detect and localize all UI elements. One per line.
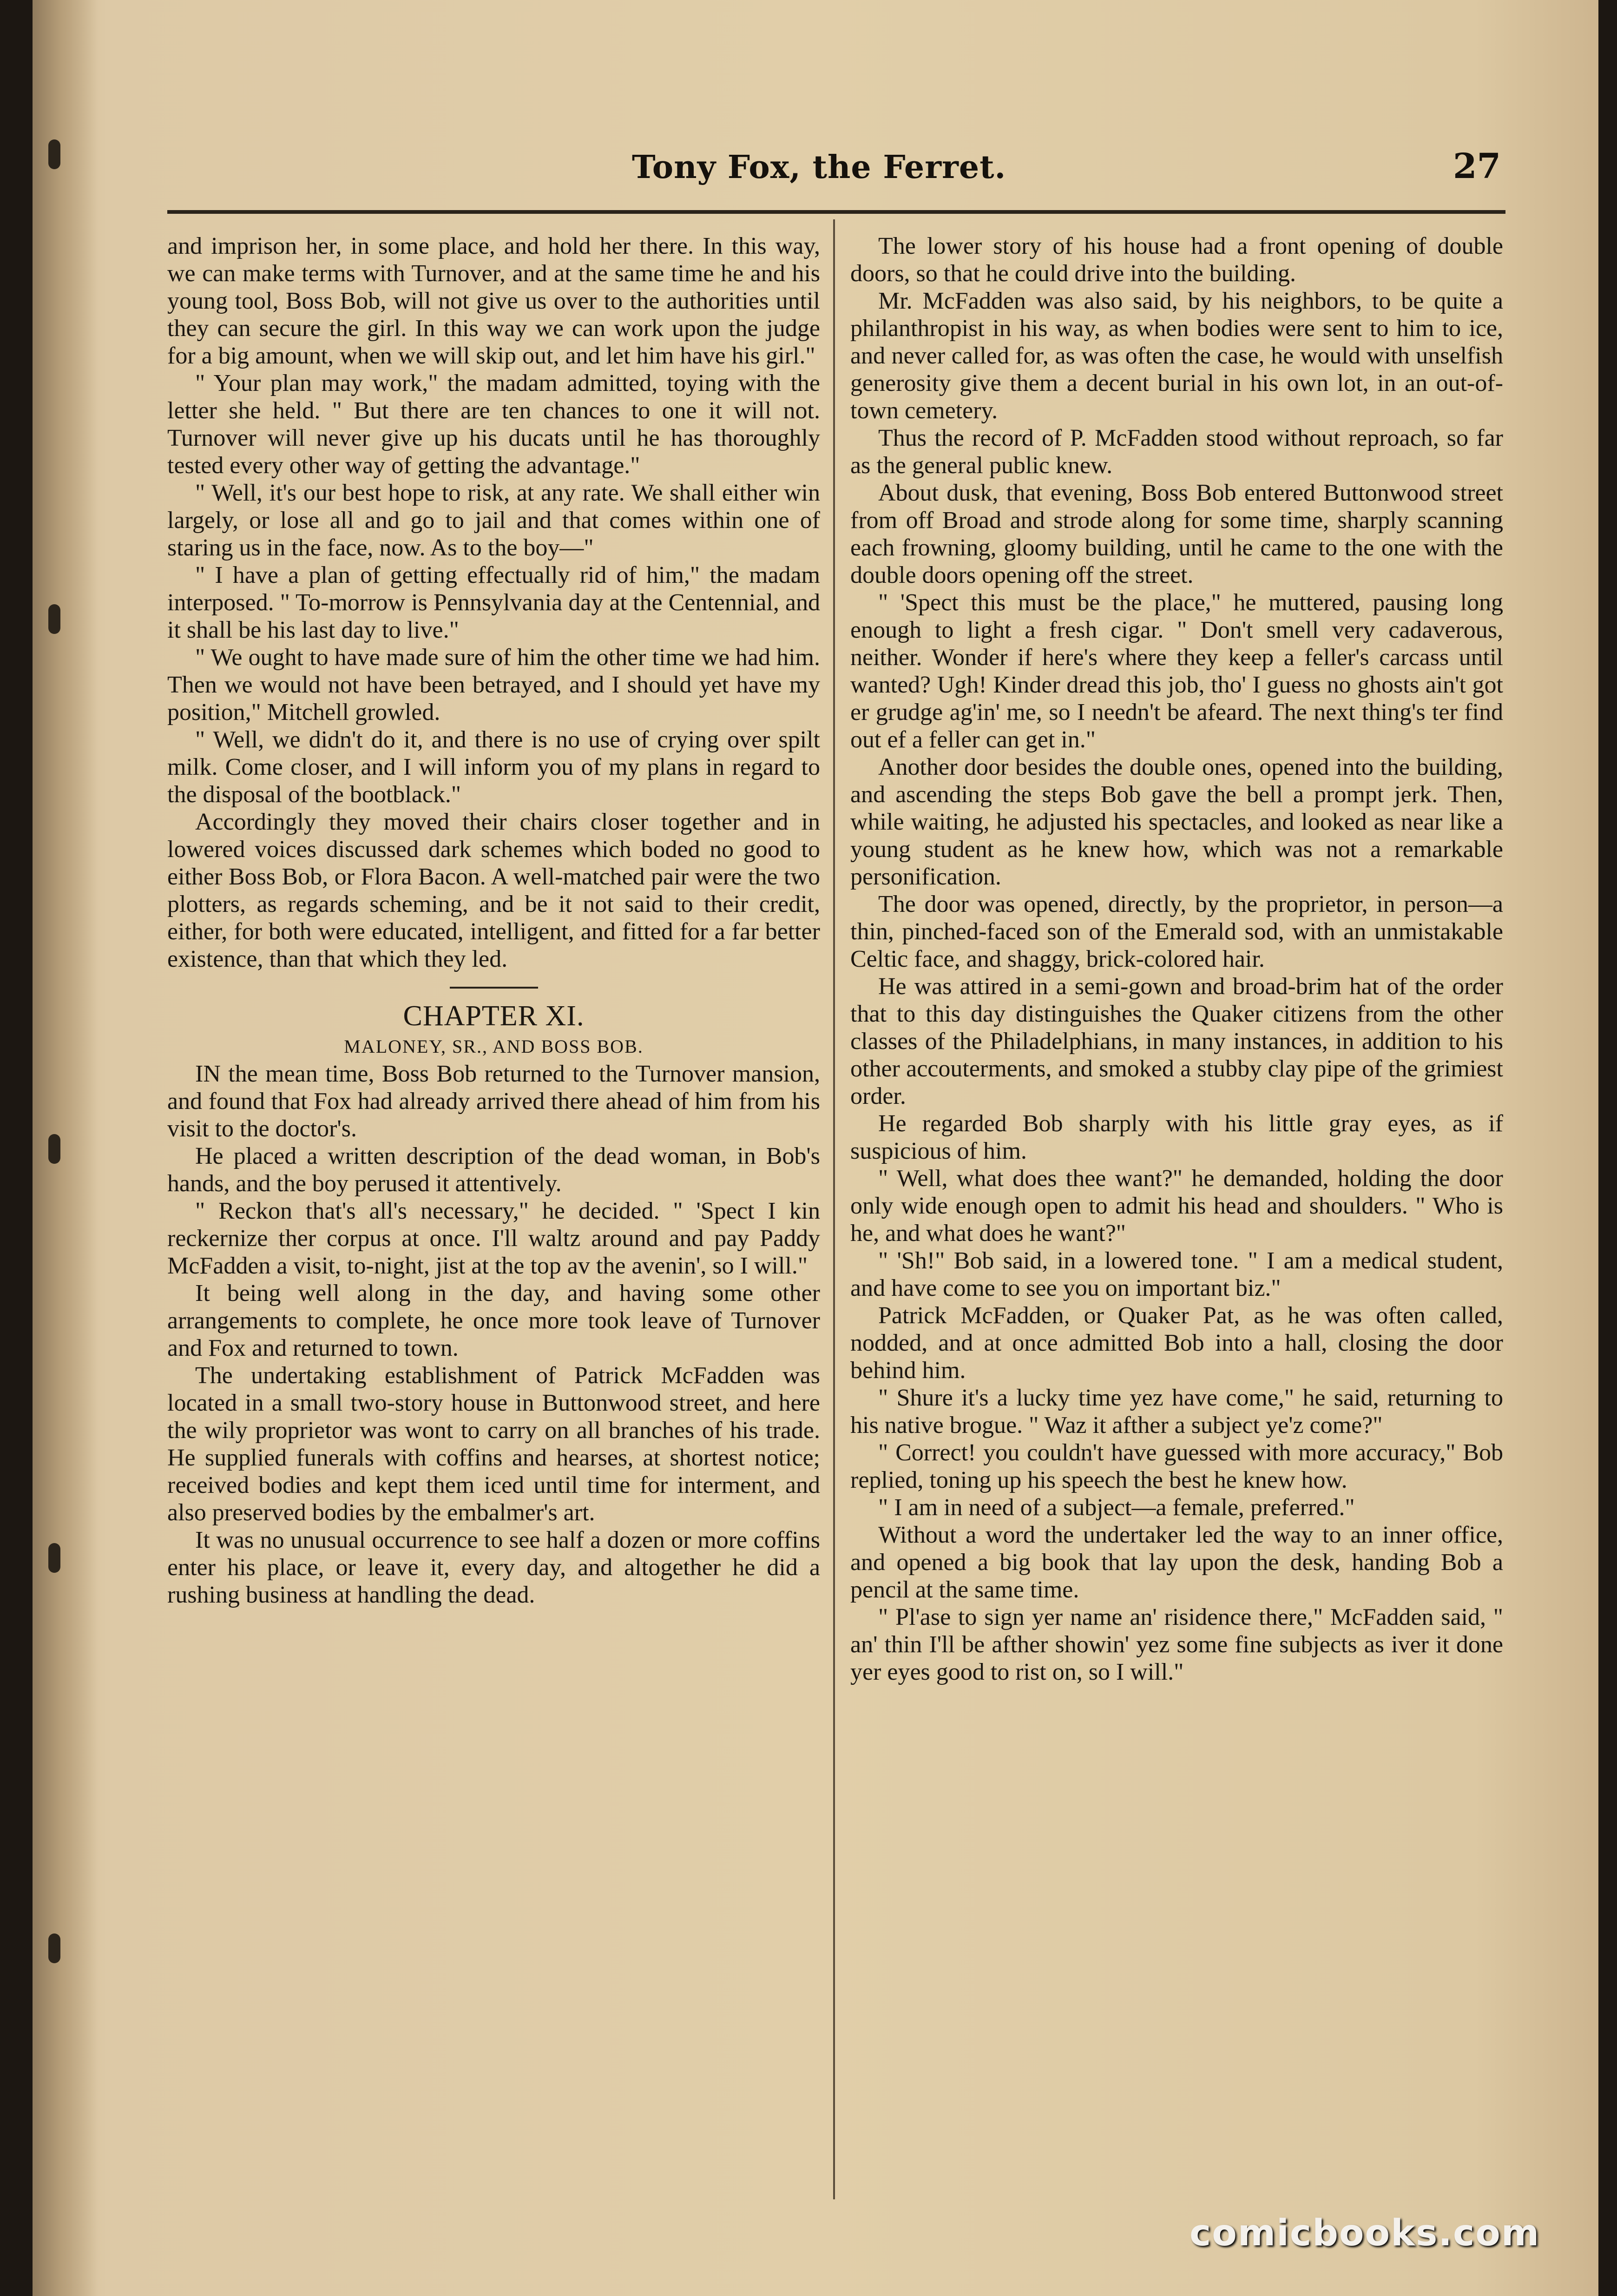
- binding-stitch: [48, 1933, 60, 1963]
- paragraph: " Well, what does thee want?" he demanded, holding the door only wide enough open to admit his head and shoulders. " Who is he, and what does he want?": [850, 1165, 1503, 1247]
- running-header: [632, 146, 1501, 202]
- paragraph: " 'Spect this must be the place," he muttered, pausing long enough to light a fresh cigar. " Don't smell very cadaverous, neither. Wonder if here's where they keep a feller's carcass until wanted? Ugh! Kinder dread this job, tho' I guess no ghosts ain't got er grudge ag'in' me, so I needn't be afeard. The next thing's ter find out ef a feller can get in.": [850, 589, 1503, 753]
- paragraph: IN the mean time, Boss Bob returned to the Turnover mansion, and found that Fox had already arrived there ahead of him from his visit to the doctor's.: [167, 1061, 820, 1142]
- paragraph: He was attired in a semi-gown and broad-brim hat of the order that to this day distinguishes the Quaker citizens from the other classes of the Philadelphians, in many instances, in addition to his other accouterments, and smoked a stubby clay pipe of the grimiest order.: [850, 973, 1503, 1109]
- paragraph: " 'Sh!" Bob said, in a lowered tone. " I am a medical student, and have come to see you on important biz.": [850, 1247, 1503, 1301]
- paragraph: Without a word the undertaker led the way to an inner office, and opened a big book that lay upon the desk, handing Bob a pencil at the same time.: [850, 1522, 1503, 1603]
- column-divider: [833, 219, 835, 2199]
- paragraph: Accordingly they moved their chairs closer together and in lowered voices discussed dark schemes which boded no good to either Boss Bob, or Flora Bacon. A well-matched pair were the two plotters, as regards scheming, and be it not said to their credit, either, for both were educated, intelligent, and fitted for a far better existence, than that which they led.: [167, 809, 820, 972]
- paragraph: " Correct! you couldn't have guessed with more accuracy," Bob replied, toning up his speech the best he knew how.: [850, 1439, 1503, 1493]
- paragraph: " Well, we didn't do it, and there is no use of crying over spilt milk. Come closer, and I will inform you of my plans in regard to the disposal of the bootblack.": [167, 726, 820, 808]
- right-column: [850, 232, 1503, 2198]
- paragraph: He placed a written description of the dead woman, in Bob's hands, and the boy perused it attentively.: [167, 1143, 820, 1197]
- binding-stitch: [48, 1543, 60, 1573]
- left-column: [167, 232, 820, 2198]
- chapter-subtitle: MALONEY, SR., AND BOSS BOB.: [344, 1036, 644, 1057]
- paragraph: The lower story of his house had a front opening of double doors, so that he could drive into the building.: [850, 233, 1503, 287]
- paragraph: The undertaking establishment of Patrick McFadden was located in a small two-story house in Buttonwood street, and here the wily proprietor was wont to carry on all branches of his trade. He supplied funerals with coffins and hearses, at shortest notice; received bodies and kept them iced until time for interment, and also preserved bodies by the embalmer's art.: [167, 1362, 820, 1526]
- paragraph: " I am in need of a subject—a female, preferred.": [878, 1494, 1355, 1521]
- paragraph: " Pl'ase to sign yer name an' risidence there," McFadden said, " an' thin I'll be afther showin' yez some fine subjects as iver it done yer eyes good to rist on, so I will.": [850, 1604, 1503, 1685]
- paragraph: It was no unusual occurrence to see half a dozen or more coffins enter his place, or leave it, every day, and altogether he did a rushing business at handling the dead.: [167, 1527, 820, 1608]
- paragraph: About dusk, that evening, Boss Bob entered Buttonwood street from off Broad and strode along for some time, sharply scanning each frowning, gloomy building, until he came to the one with the double doors opening off the street.: [850, 480, 1503, 588]
- paragraph: Patrick McFadden, or Quaker Pat, as he was often called, nodded, and at once admitted Bob into a hall, closing the door behind him.: [850, 1302, 1503, 1384]
- paragraph: and imprison her, in some place, and hold her there. In this way, we can make terms with Turnover, and at the same time he and his young tool, Boss Bob, will not give us over to the authorities until they can secure the girl. In this way we can work upon the judge for a big amount, when we will skip out, and let him have his girl.": [167, 233, 820, 369]
- chapter-divider: [450, 987, 538, 989]
- site-watermark: comicbooks.com: [1190, 2212, 1540, 2254]
- paragraph: " Well, it's our best hope to risk, at any rate. We shall either win largely, or lose all and go to jail and that comes within one of staring us in the face, now. As to the boy—": [167, 480, 820, 561]
- paragraph: Thus the record of P. McFadden stood without reproach, so far as the general public knew.: [850, 425, 1503, 479]
- paragraph: He regarded Bob sharply with his little gray eyes, as if suspicious of him.: [850, 1110, 1503, 1164]
- binding-stitch: [48, 1134, 60, 1164]
- book-binding: [33, 0, 98, 2296]
- paragraph: " We ought to have made sure of him the other time we had him. Then we would not have been betrayed, and I should yet have my position," Mitchell growled.: [167, 644, 820, 726]
- paragraph: " Your plan may work," the madam admitted, toying with the letter she held. " But there are ten chances to one it will not. Turnover will never give up his ducats until he has thoroughly tested every other way of getting the advantage.": [167, 370, 820, 479]
- paragraph: Another door besides the double ones, opened into the building, and ascending the steps Bob gave the bell a prompt jerk. Then, while waiting, he adjusted his spectacles, and looked as near like a young student as he knew how, which was not a remarkable personification.: [850, 754, 1503, 890]
- paragraph: The door was opened, directly, by the proprietor, in person—a thin, pinched-faced son of the Emerald sod, with an unmistakable Celtic face, and shaggy, brick-colored hair.: [850, 891, 1503, 972]
- running-title: Tony Fox, the Ferret.: [632, 149, 1006, 186]
- binding-stitch: [48, 139, 60, 169]
- paragraph: " Reckon that's all's necessary," he decided. " 'Spect I kin reckernize ther corpus at once. I'll waltz around and pay Paddy McFadden a visit, to-night, jist at the top av the avenin', so I will.": [167, 1198, 820, 1279]
- binding-stitch: [48, 604, 60, 634]
- page-number: 27: [1453, 146, 1501, 186]
- paragraph: Mr. McFadden was also said, by his neighbors, to be quite a philanthropist in his way, as when bodies were sent to him to ice, and never called for, as was often the case, he would with unselfish generosity give them a decent burial in his own lot, in an out-of-town cemetery.: [850, 288, 1503, 424]
- paragraph: " I have a plan of getting effectually rid of him," the madam interposed. " To-morrow is Pennsylvania day at the Centennial, and it shall be his last day to live.": [167, 562, 820, 643]
- header-rule: [167, 210, 1505, 214]
- paragraph: " Shure it's a lucky time yez have come," he said, returning to his native brogue. " Waz it afther a subject ye'z come?": [850, 1385, 1503, 1438]
- paragraph: It being well along in the day, and having some other arrangements to complete, he once more took leave of Turnover and Fox and returned to town.: [167, 1280, 820, 1361]
- chapter-heading: CHAPTER XI.: [403, 1000, 585, 1032]
